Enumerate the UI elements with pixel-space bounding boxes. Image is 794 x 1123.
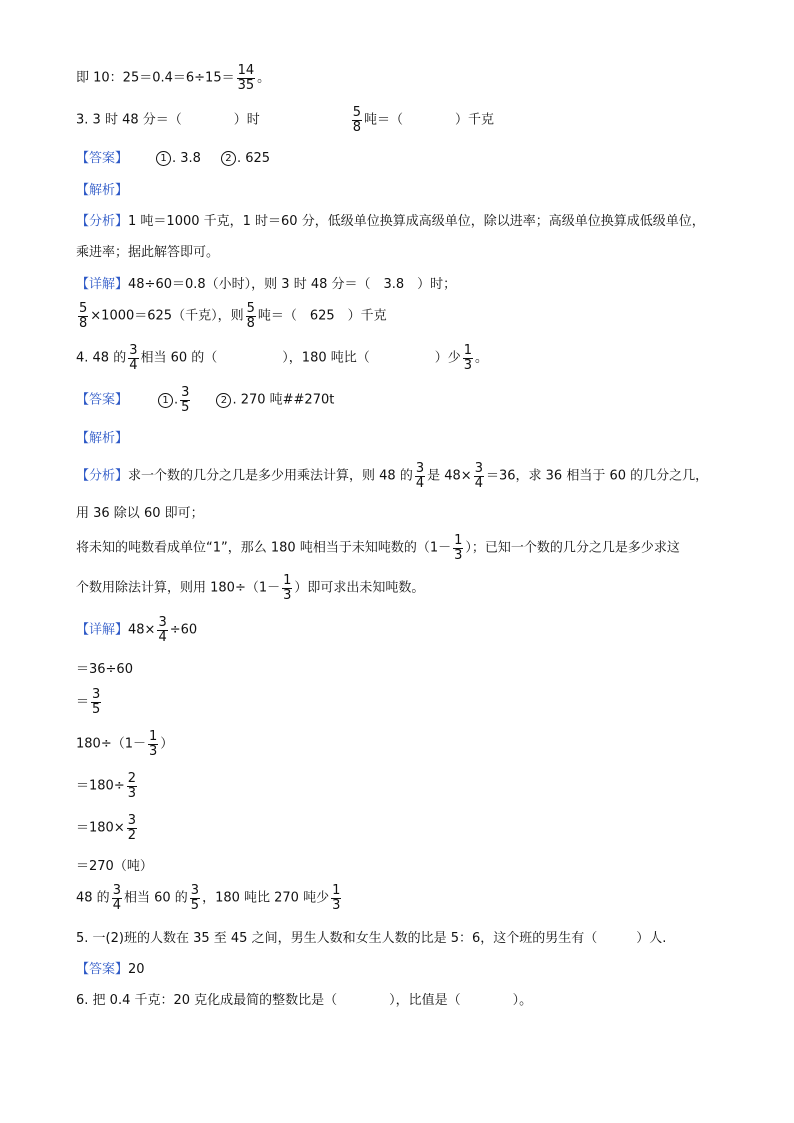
analysis-4-line-1: 【分析】求一个数的几分之几是多少用乘法计算，则 48 的 $\frac{3}{4}$ 是 48× $\frac{3}{4}$ ＝36，求 36 相当于 60 的几分之几， [76,461,709,491]
detail-tag: 【详解】 [76,622,129,638]
fraction: $\frac{3}{5}$ [190,883,200,913]
fenxi-tag: 【分析】 [76,468,129,484]
fraction: $\frac{14}{35}$ [237,63,255,93]
detail-4-step-3: ＝ $\frac{3}{5}$ [76,687,101,717]
fraction: $\frac{5}{8}$ [246,301,255,331]
fraction: $\frac{3}{4}$ [129,343,138,373]
analysis-tag: 【解析】 [76,183,129,198]
fraction: $\frac{1}{3}$ [454,533,463,563]
fraction: $\frac{3}{4}$ [158,615,167,645]
fraction: $\frac{1}{3}$ [283,573,292,603]
detail-4-step-7: ＝270（吨） [76,859,153,874]
fraction: $\frac{3}{4}$ [415,461,425,491]
fraction: $\frac{2}{3}$ [127,771,136,801]
answer-tag: 【答案】 [76,962,129,977]
answer-tag: 【答案】 [76,151,129,166]
fraction: $\frac{3}{2}$ [127,813,136,843]
fraction: $\frac{3}{4}$ [474,461,483,491]
detail-4-step-4: 180÷（1－ $\frac{1}{3}$ ） [76,729,174,759]
fraction: $\frac{3}{4}$ [112,883,121,913]
detail-3-line-1: 【详解】48÷60＝0.8（小时），则 3 时 48 分＝（ 3.8 ）时； [76,277,457,292]
question-5: 5. 一(2)班的人数在 35 至 45 之间，男生人数和女生人数的比是 5：6，这个班的男生有（ ）人. [76,931,667,946]
analysis-4-line-4: 个数用除法计算，则用 180÷（1－ $\frac{1}{3}$ ）即可求出未知吨数。 [76,573,425,603]
analysis-3-line-1: 【分析】1 吨＝1000 千克，1 时＝60 分，低级单位换算成高级单位，除以进率；高级单位换算成低级单位， [76,214,705,229]
fraction: $\frac{3}{5}$ [181,385,190,415]
detail-4-step-1: 【详解】48× $\frac{3}{4}$ ÷60 [76,615,198,645]
detail-tag: 【详解】 [76,277,129,292]
line-ratio-result: 即 10：25＝0.4＝6÷15＝ $\frac{14}{35}$ 。 [76,63,271,93]
circled-number: 2 [216,393,231,408]
detail-3-line-2: $\frac{5}{8}$ ×1000＝625（千克），则 $\frac{5}{8}$ 吨＝（ 625 ）千克 [79,301,387,331]
analysis-4-line-2: 用 36 除以 60 即可； [76,506,204,521]
detail-4-step-2: ＝36÷60 [76,662,133,677]
answer-5: 【答案】20 [76,962,145,977]
detail-4-step-6: ＝180× $\frac{3}{2}$ [76,813,136,843]
analysis-3-line-2: 乘进率；据此解答即可。 [76,245,220,260]
detail-4-step-5: ＝180÷ $\frac{2}{3}$ [76,771,136,801]
circled-number: 1 [156,151,171,166]
fraction: $\frac{3}{5}$ [92,687,101,717]
analysis-tag: 【解析】 [76,431,129,446]
detail-4-conclusion: 48 的 $\frac{3}{4}$ 相当 60 的 $\frac{3}{5}$ ，180 吨比 270 吨少 $\frac{1}{3}$ [76,883,341,913]
analysis-heading-4 [76,430,128,448]
answer-tag: 【答案】 [76,392,129,408]
answer-3: 【答案】 1 . 3.8 2 . 625 [76,151,271,166]
fraction: $\frac{5}{8}$ [79,301,88,331]
circled-number: 2 [221,151,236,166]
answer-4: 【答案】 1 . $\frac{3}{5}$ 2 . 270 吨##270t [76,385,335,415]
question-6: 6. 把 0.4 千克：20 克化成最简的整数比是（ ），比值是（ ）。 [76,993,533,1008]
question-4: 4. 48 的 $\frac{3}{4}$ 相当 60 的（ ），180 吨比（ ）少 $\frac{1}{3}$ 。 [76,343,489,373]
fraction: $\frac{1}{3}$ [463,343,473,373]
fraction: $\frac{5}{8}$ [352,105,362,135]
analysis-4-line-3: 将未知的吨数看成单位“1”，那么 180 吨相当于未知吨数的（1－ $\frac{1}{3}$ ）；已知一个数的几分之几是多少求这 [76,533,680,563]
circled-number: 1 [158,393,173,408]
fraction: $\frac{1}{3}$ [332,883,341,913]
question-3: 3. 3 时 48 分＝（ ）时 $\frac{5}{8}$ 吨＝（ ）千克 [76,105,495,135]
analysis-heading-3 [76,182,128,200]
fraction: $\frac{1}{3}$ [148,729,158,759]
fenxi-tag: 【分析】 [76,214,129,229]
